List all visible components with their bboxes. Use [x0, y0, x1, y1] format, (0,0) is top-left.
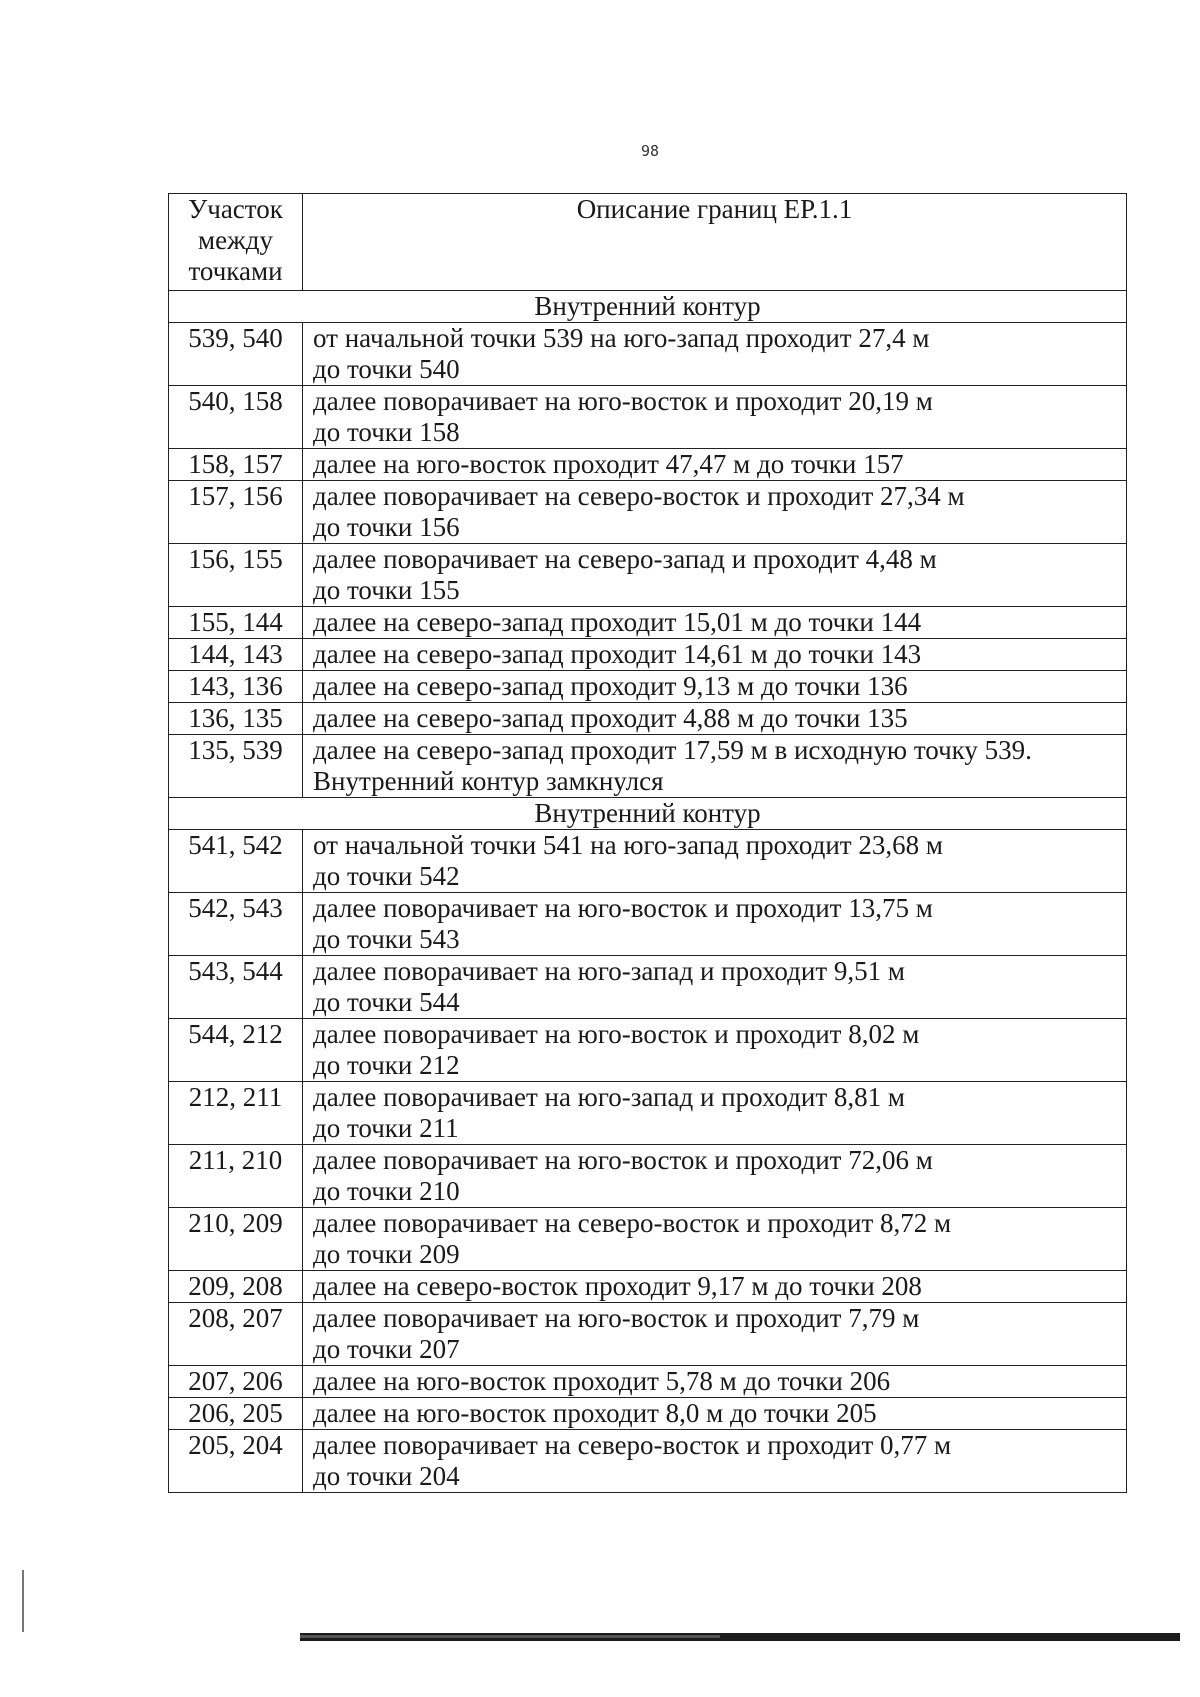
- description-line: далее на юго-восток проходит 5,78 м до точки 206: [313, 1366, 891, 1396]
- description-line: далее на юго-восток проходит 47,47 м до точки 157: [313, 449, 904, 479]
- segment-cell: 155, 144: [169, 607, 303, 639]
- description-line: до точки 542: [313, 861, 460, 891]
- description-line: далее на северо-запад проходит 4,88 м до точки 135: [313, 703, 908, 733]
- segment-cell: 144, 143: [169, 639, 303, 671]
- description-cell: [303, 893, 1127, 956]
- description-line: далее на северо-запад проходит 14,61 м до точки 143: [313, 639, 922, 669]
- segment-cell: 207, 206: [169, 1366, 303, 1398]
- segment-cell: 539, 540: [169, 323, 303, 386]
- description-line: до точки 212: [313, 1050, 460, 1080]
- description-cell: [303, 1019, 1127, 1082]
- table-row: [169, 544, 1127, 607]
- description-line: до точки 204: [313, 1461, 460, 1491]
- description-cell: [303, 1271, 1127, 1303]
- table-row: [169, 830, 1127, 893]
- description-line: далее поворачивает на юго-восток и проходит 7,79 м: [313, 1303, 920, 1333]
- table-row: [169, 893, 1127, 956]
- description-cell: [303, 1398, 1127, 1430]
- segment-cell: 211, 210: [169, 1145, 303, 1208]
- table-row: [169, 1145, 1127, 1208]
- description-line: далее поворачивает на юго-восток и проходит 8,02 м: [313, 1019, 920, 1049]
- description-line: до точки 544: [313, 987, 460, 1017]
- description-line: далее поворачивает на северо-запад и проходит 4,48 м: [313, 544, 937, 574]
- segment-cell: 542, 543: [169, 893, 303, 956]
- table-row: [169, 449, 1127, 481]
- description-line: до точки 211: [313, 1113, 459, 1143]
- segment-cell: 544, 212: [169, 1019, 303, 1082]
- description-cell: [303, 607, 1127, 639]
- section-title-row: [169, 291, 1127, 323]
- scan-bottom-rule-thin: [300, 1635, 720, 1638]
- segment-cell: 206, 205: [169, 1398, 303, 1430]
- description-line: далее поворачивает на юго-восток и проходит 20,19 м: [313, 386, 933, 416]
- description-line: далее поворачивает на северо-восток и проходит 0,77 м: [313, 1430, 952, 1460]
- table-row: [169, 323, 1127, 386]
- table-row: [169, 956, 1127, 1019]
- page-number: 98: [640, 142, 660, 160]
- description-line: далее поворачивает на юго-восток и проходит 72,06 м: [313, 1145, 933, 1175]
- description-line: далее на юго-восток проходит 8,0 м до точки 205: [313, 1398, 877, 1428]
- table-row: [169, 735, 1127, 798]
- table-row: [169, 481, 1127, 544]
- section-title-row: [169, 798, 1127, 830]
- section-title: Внутренний контур: [169, 291, 1127, 323]
- table-row: [169, 639, 1127, 671]
- segment-cell: 209, 208: [169, 1271, 303, 1303]
- description-line: до точки 158: [313, 417, 460, 447]
- segment-cell: 210, 209: [169, 1208, 303, 1271]
- header-segment-cell: Участок между точками: [169, 194, 303, 291]
- description-line: далее поворачивает на юго-восток и проходит 13,75 м: [313, 893, 933, 923]
- description-line: далее на северо-запад проходит 9,13 м до точки 136: [313, 671, 908, 701]
- description-cell: [303, 1366, 1127, 1398]
- description-line: далее поворачивает на юго-запад и проходит 8,81 м: [313, 1082, 905, 1112]
- table-header-row: [169, 194, 1127, 291]
- header-description-cell: Описание границ ЕР.1.1: [303, 194, 1127, 291]
- segment-cell: 208, 207: [169, 1303, 303, 1366]
- description-cell: [303, 449, 1127, 481]
- description-line: далее поворачивает на северо-восток и проходит 27,34 м: [313, 481, 965, 511]
- description-cell: [303, 1303, 1127, 1366]
- table-row: [169, 1430, 1127, 1493]
- segment-cell: 205, 204: [169, 1430, 303, 1493]
- description-line: далее поворачивает на юго-запад и проходит 9,51 м: [313, 956, 905, 986]
- table-row: [169, 1398, 1127, 1430]
- description-line: далее на северо-запад проходит 15,01 м до точки 144: [313, 607, 922, 637]
- description-cell: [303, 1430, 1127, 1493]
- description-line: от начальной точки 539 на юго-запад проходит 27,4 м: [313, 323, 930, 353]
- description-line: до точки 540: [313, 354, 460, 384]
- description-line: до точки 209: [313, 1239, 460, 1269]
- description-cell: [303, 703, 1127, 735]
- description-line: от начальной точки 541 на юго-запад проходит 23,68 м: [313, 830, 943, 860]
- description-cell: [303, 323, 1127, 386]
- segment-cell: 157, 156: [169, 481, 303, 544]
- table-row: [169, 1303, 1127, 1366]
- description-cell: [303, 830, 1127, 893]
- segment-cell: 135, 539: [169, 735, 303, 798]
- description-cell: [303, 481, 1127, 544]
- description-line: далее на северо-восток проходит 9,17 м до точки 208: [313, 1271, 922, 1301]
- segment-cell: 540, 158: [169, 386, 303, 449]
- table-row: [169, 1366, 1127, 1398]
- table-row: [169, 1208, 1127, 1271]
- description-line: до точки 543: [313, 924, 460, 954]
- boundary-description-table: [168, 193, 1127, 1493]
- segment-cell: 158, 157: [169, 449, 303, 481]
- description-cell: [303, 639, 1127, 671]
- description-cell: [303, 1145, 1127, 1208]
- table-row: [169, 671, 1127, 703]
- description-line: до точки 156: [313, 512, 460, 542]
- table-row: [169, 1082, 1127, 1145]
- table-row: [169, 703, 1127, 735]
- segment-cell: 541, 542: [169, 830, 303, 893]
- description-line: до точки 207: [313, 1334, 460, 1364]
- description-cell: [303, 1082, 1127, 1145]
- description-line: до точки 210: [313, 1176, 460, 1206]
- table-row: [169, 1271, 1127, 1303]
- description-cell: [303, 386, 1127, 449]
- segment-cell: 143, 136: [169, 671, 303, 703]
- description-line: далее на северо-запад проходит 17,59 м в исходную точку 539.: [313, 735, 1032, 765]
- description-line: далее поворачивает на северо-восток и проходит 8,72 м: [313, 1208, 952, 1238]
- description-cell: [303, 1208, 1127, 1271]
- table-row: [169, 1019, 1127, 1082]
- segment-cell: 136, 135: [169, 703, 303, 735]
- description-cell: [303, 956, 1127, 1019]
- table-row: [169, 607, 1127, 639]
- description-line: до точки 155: [313, 575, 460, 605]
- scan-margin-mark: [22, 1570, 24, 1632]
- segment-cell: 156, 155: [169, 544, 303, 607]
- segment-cell: 212, 211: [169, 1082, 303, 1145]
- description-line: Внутренний контур замкнулся: [313, 766, 664, 796]
- section-title: Внутренний контур: [169, 798, 1127, 830]
- description-cell: [303, 544, 1127, 607]
- description-cell: [303, 671, 1127, 703]
- description-cell: [303, 735, 1127, 798]
- table-row: [169, 386, 1127, 449]
- segment-cell: 543, 544: [169, 956, 303, 1019]
